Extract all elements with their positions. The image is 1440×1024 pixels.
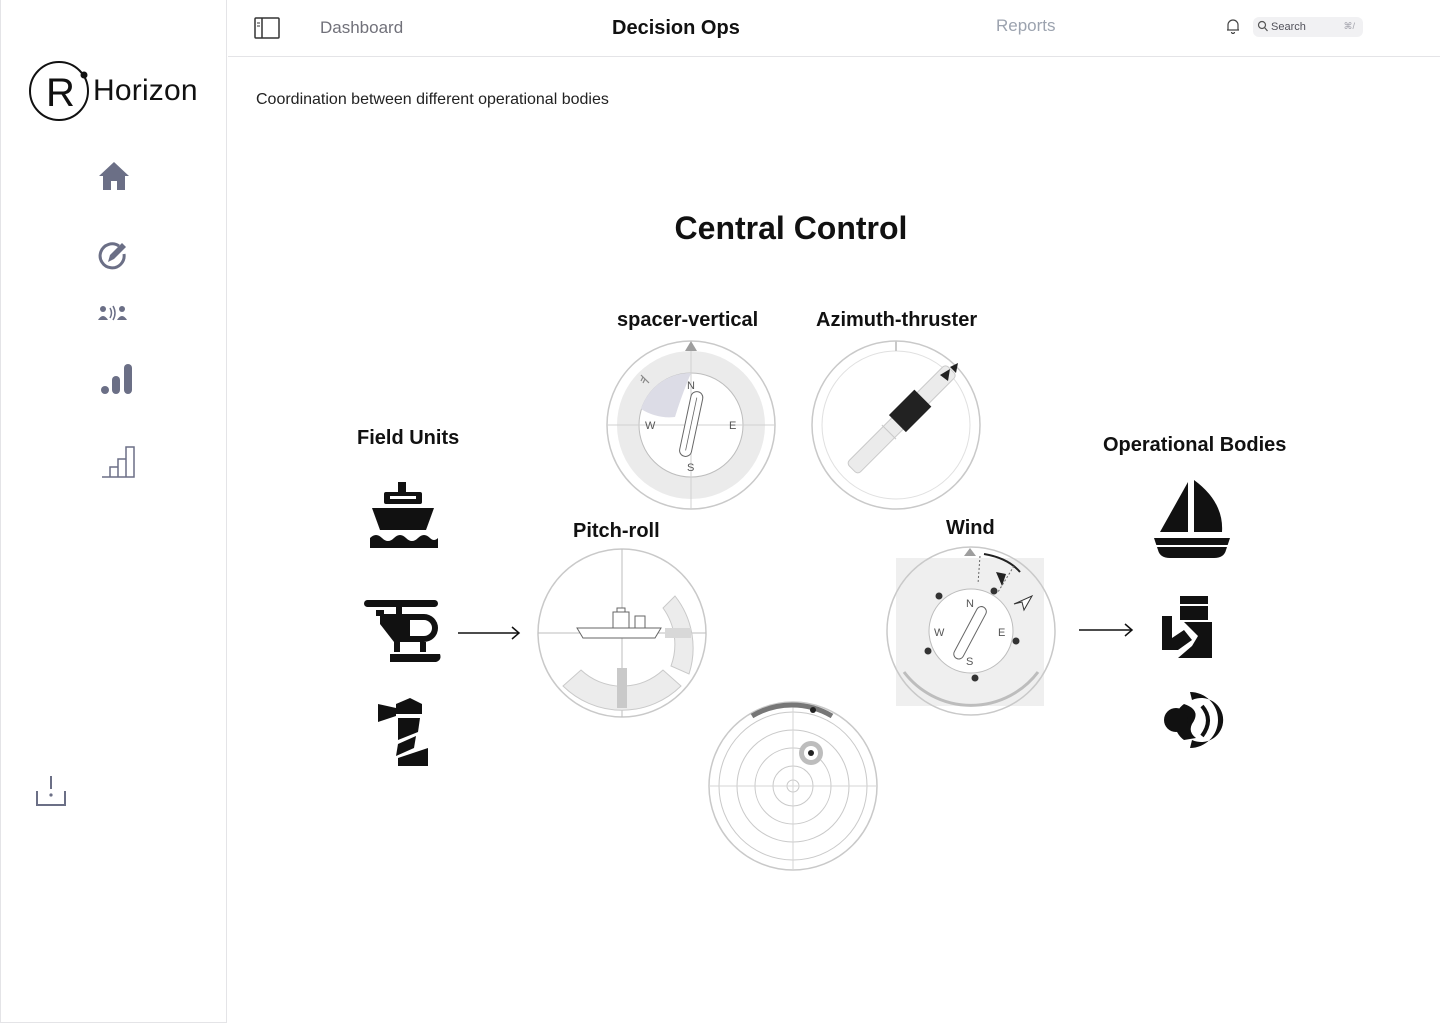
arrow-right-icon bbox=[456, 624, 524, 642]
operational-bodies-label: Operational Bodies bbox=[1103, 434, 1287, 456]
spacer-vertical-label: spacer-vertical bbox=[617, 309, 759, 331]
search-placeholder: Search bbox=[1271, 21, 1306, 33]
wind-gauge bbox=[884, 544, 1058, 718]
sidebar-toggle-icon[interactable] bbox=[254, 16, 282, 40]
search-shortcut: ⌘/ bbox=[1343, 21, 1355, 31]
teamspeak-icon bbox=[1162, 688, 1230, 752]
nav-link-dashboard[interactable]: Dashboard bbox=[320, 18, 404, 37]
pitch-roll-gauge bbox=[535, 546, 709, 720]
radar-gauge bbox=[706, 700, 880, 872]
svg-text:R: R bbox=[46, 71, 75, 115]
nav-link-reports[interactable]: Reports bbox=[996, 16, 1056, 35]
field-units-label: Field Units bbox=[357, 427, 460, 449]
home-icon[interactable] bbox=[97, 160, 131, 192]
search-input[interactable] bbox=[1253, 17, 1363, 37]
team-audio-icon[interactable] bbox=[97, 304, 131, 324]
registered-logo-icon bbox=[29, 58, 91, 124]
compass-w: W bbox=[645, 420, 656, 432]
helicopter-icon bbox=[364, 598, 442, 664]
download-tray-icon[interactable] bbox=[35, 775, 69, 807]
sailboat-icon bbox=[1152, 478, 1232, 560]
compass-e: E bbox=[729, 420, 737, 432]
wind-compass-w: W bbox=[934, 627, 945, 639]
top-navbar bbox=[228, 0, 1440, 57]
bell-icon[interactable] bbox=[1226, 18, 1240, 34]
azimuth-thruster-label: Azimuth-thruster bbox=[816, 309, 978, 331]
diagram-title: Central Control bbox=[674, 210, 908, 246]
compass-n: N bbox=[687, 380, 695, 392]
arrow-right-icon bbox=[1077, 621, 1137, 639]
lighthouse-icon bbox=[376, 696, 432, 768]
azimuth-thruster-gauge bbox=[810, 339, 982, 511]
logo-text: Horizon bbox=[93, 74, 198, 107]
logo[interactable] bbox=[29, 58, 198, 124]
bar-chart-outline-icon[interactable] bbox=[101, 445, 137, 479]
bar-chart-filled-icon[interactable] bbox=[99, 362, 135, 396]
officer-icon bbox=[1158, 594, 1216, 660]
search-icon bbox=[1257, 20, 1269, 34]
page-subtitle: Coordination between different operational bodies bbox=[256, 91, 609, 108]
wind-compass-n: N bbox=[966, 598, 974, 610]
wind-compass-s: S bbox=[966, 656, 974, 668]
wind-label: Wind bbox=[946, 517, 995, 539]
ship-icon bbox=[368, 480, 438, 552]
nav-title[interactable]: Decision Ops bbox=[612, 17, 740, 39]
spacer-vertical-gauge bbox=[605, 339, 777, 511]
compass-s: S bbox=[687, 462, 695, 474]
sidebar bbox=[0, 0, 227, 1023]
wind-compass-e: E bbox=[998, 627, 1006, 639]
pitch-roll-label: Pitch-roll bbox=[573, 520, 660, 542]
